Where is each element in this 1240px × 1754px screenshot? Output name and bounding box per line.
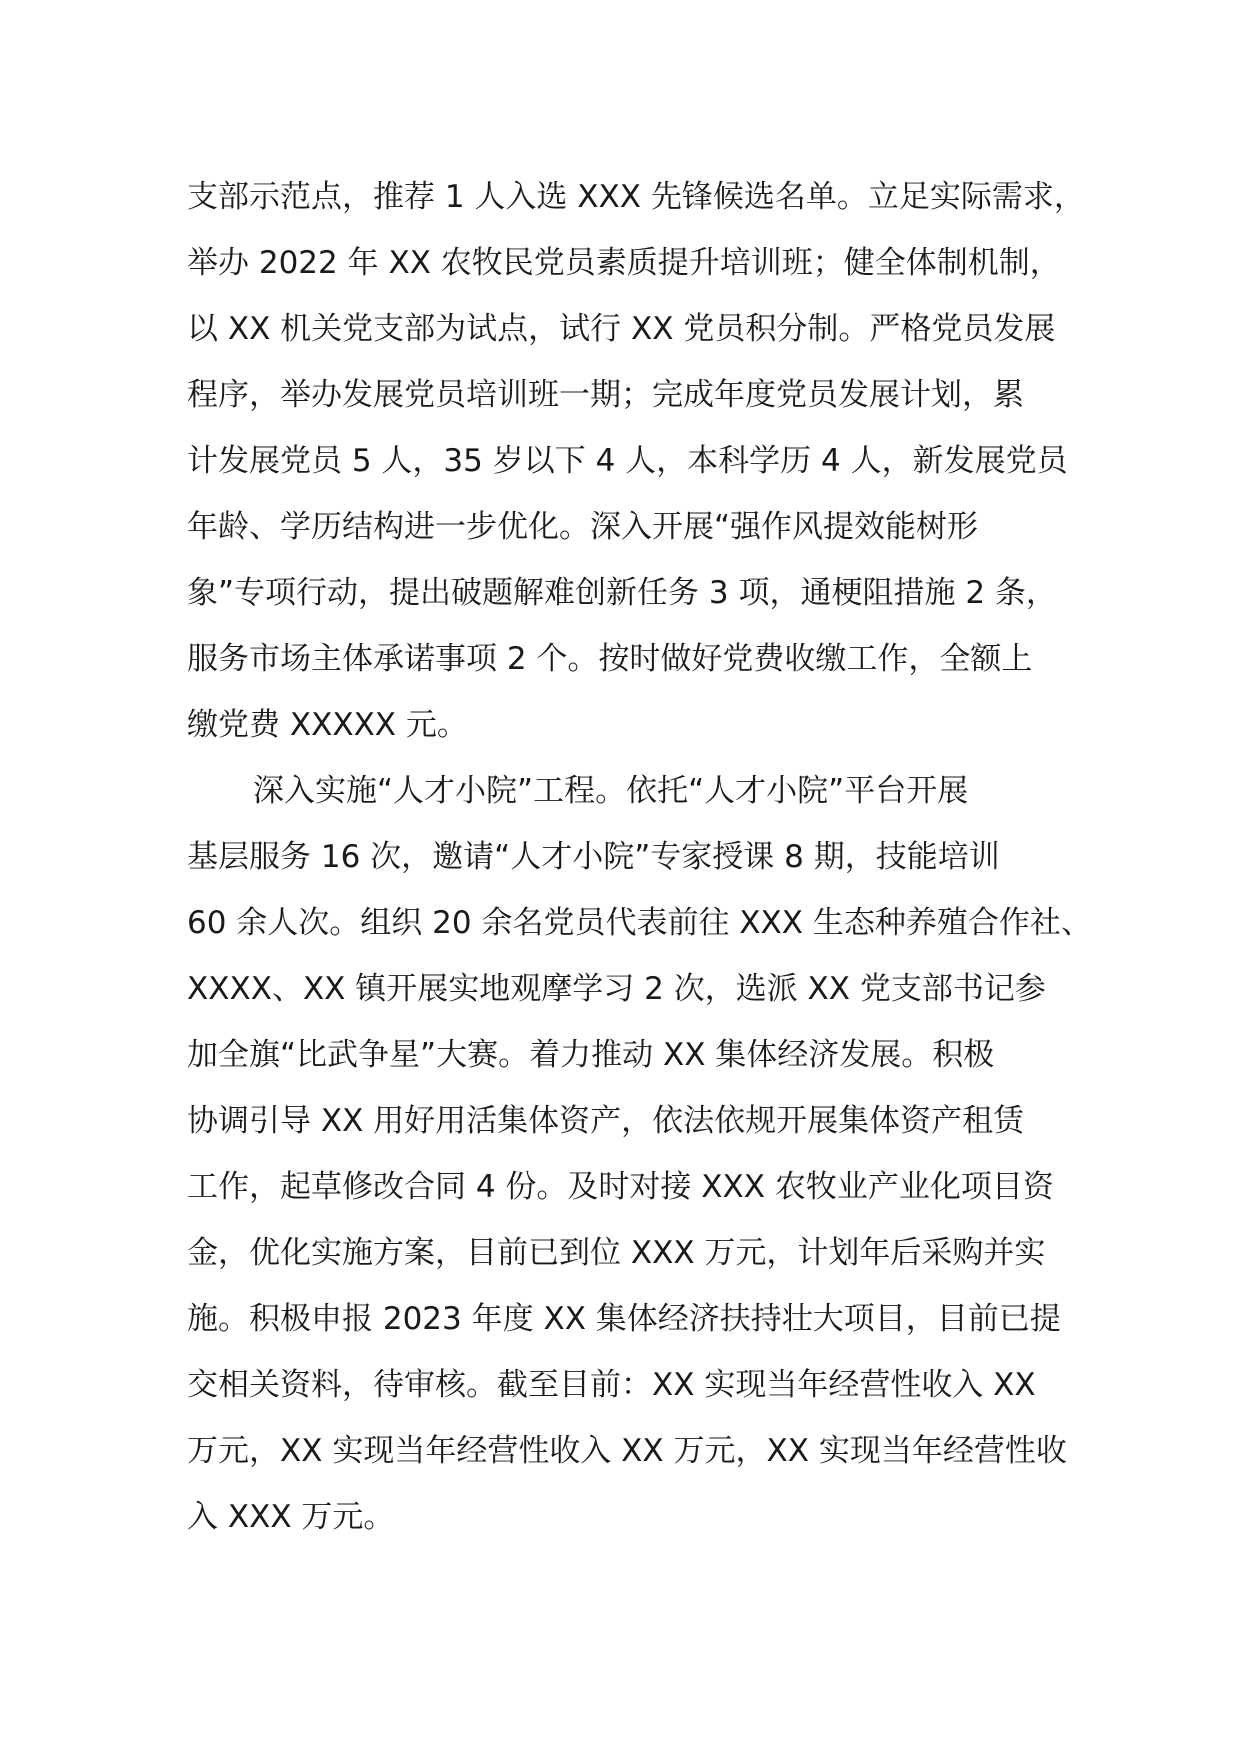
text-line: 交相关资料，待审核。截至目前：XX 实现当年经营性收入 XX [187, 1367, 1036, 1403]
text-line: 年龄、学历结构进一步优化。深入开展“强作风提效能树形 [187, 509, 979, 545]
text-line: 缴党费 XXXXX 元。 [187, 707, 468, 743]
text-line: 深入实施“人才小院”工程。依托“人才小院”平台开展 [253, 773, 969, 809]
text-line: 金，优化实施方案，目前已到位 XXX 万元，计划年后采购并实 [187, 1235, 1046, 1271]
document-body [187, 164, 1092, 1550]
text-line: 举办 2022 年 XX 农牧民党员素质提升培训班；健全体制机制， [187, 245, 1061, 281]
text-line: 万元，XX 实现当年经营性收入 XX 万元，XX 实现当年经营性收 [187, 1433, 1067, 1469]
text-line: 程序，举办发展党员培训班一期；完成年度党员发展计划，累 [187, 377, 1024, 413]
text-line: 入 XXX 万元。 [187, 1499, 395, 1535]
text-line: 60 余人次。组织 20 余名党员代表前往 XXX 生态种养殖合作社、 [187, 905, 1092, 941]
text-line: 服务市场主体承诺事项 2 个。按时做好党费收缴工作，全额上 [187, 641, 1033, 677]
text-line: XXXX、XX 镇开展实地观摩学习 2 次，选派 XX 党支部书记参 [187, 971, 1046, 1007]
text-line: 加全旗“比武争星”大赛。着力推动 XX 集体经济发展。积极 [187, 1037, 995, 1073]
text-line: 计发展党员 5 人，35 岁以下 4 人，本科学历 4 人，新发展党员 [187, 443, 1068, 479]
paragraph-1 [187, 164, 1085, 758]
text-line: 施。积极申报 2023 年度 XX 集体经济扶持壮大项目，目前已提 [187, 1301, 1061, 1337]
text-line: 协调引导 XX 用好用活集体资产，依法依规开展集体资产租赁 [187, 1103, 1025, 1139]
text-line: 象”专项行动，提出破题解难创新任务 3 项，通梗阻措施 2 条， [187, 575, 1057, 611]
paragraph-2 [187, 758, 1092, 1550]
text-line: 以 XX 机关党支部为试点，试行 XX 党员积分制。严格党员发展 [187, 311, 1056, 347]
text-line: 基层服务 16 次，邀请“人才小院”专家授课 8 期，技能培训 [187, 839, 1000, 875]
text-line: 工作，起草修改合同 4 份。及时对接 XXX 农牧业产业化项目资 [187, 1169, 1054, 1205]
text-line: 支部示范点，推荐 1 人入选 XXX 先锋候选名单。立足实际需求， [187, 179, 1085, 215]
